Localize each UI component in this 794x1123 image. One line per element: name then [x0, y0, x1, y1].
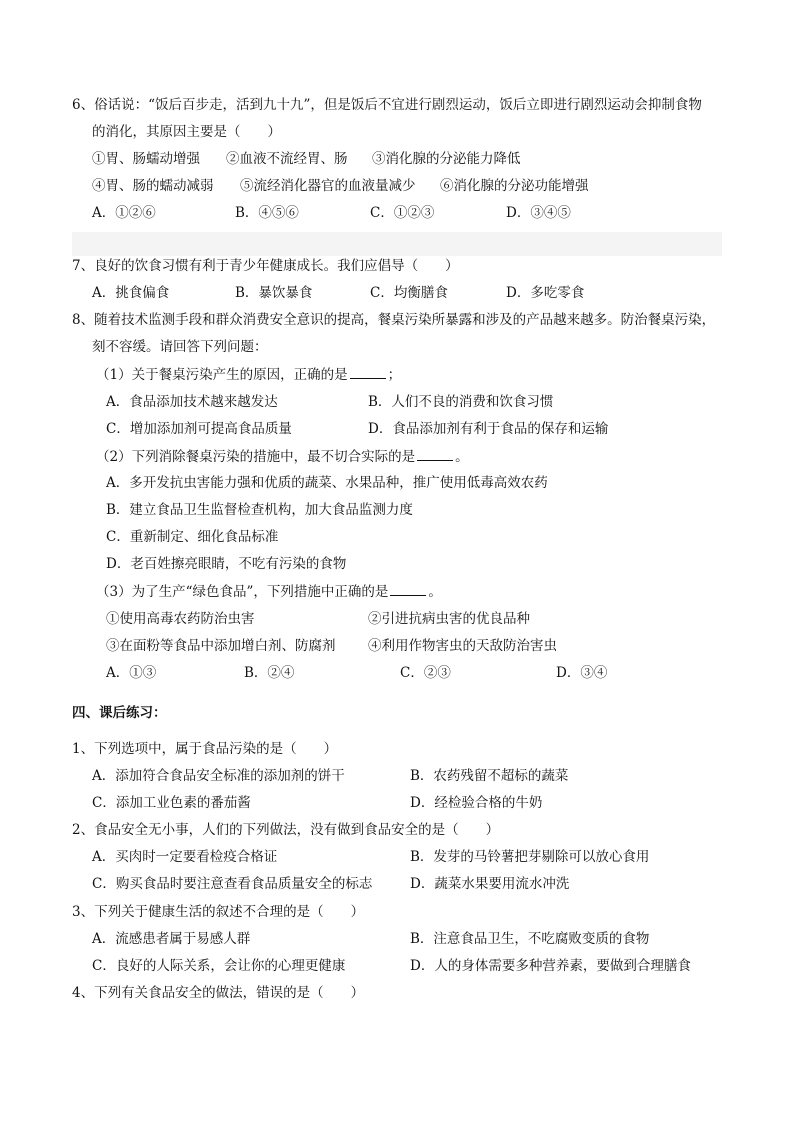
- e3-option-a: A．流感患者属于易感人群: [92, 931, 251, 947]
- q6-stem-line2: 的消化，其原因主要是（ ）: [92, 124, 281, 140]
- e1-option-c: C．添加工业色素的番茄酱: [92, 795, 251, 811]
- q8-sub3-option-b: B．②④: [244, 665, 295, 681]
- q8-sub2-option-a: A．多开发抗虫害能力强和优质的蔬菜、水果品种，推广使用低毒高效农药: [106, 475, 548, 491]
- q7-option-d: D．多吃零食: [506, 285, 585, 301]
- e2-stem: 2、食品安全无小事，人们的下列做法，没有做到食品安全的是（ ）: [72, 822, 500, 838]
- q8-sub3-stem-text: （3）为了生产“绿色食品”，下列措施中正确的是: [96, 584, 389, 600]
- q6-item-1: ①胃、肠蠕动增强: [92, 151, 200, 167]
- e2-option-d: D．蔬菜水果要用流水冲洗: [410, 876, 570, 892]
- q8-sub3-item-3: ③在面粉等食品中添加增白剂、防腐剂: [106, 638, 336, 654]
- answer-blank: [390, 582, 426, 596]
- q8-sub3-option-d: D．③④: [556, 665, 608, 681]
- q6-option-a: A．①②⑥: [92, 205, 156, 221]
- e3-option-c: C．良好的人际关系，会让你的心理更健康: [92, 958, 346, 974]
- section-title: 四、课后练习：: [72, 705, 167, 721]
- q8-sub3-item-2: ②引进抗病虫害的优良品种: [368, 611, 530, 627]
- q6-item-3: ③消化腺的分泌能力降低: [372, 151, 521, 167]
- q8-sub2-option-b: B．建立食品卫生监督检查机构，加大食品监测力度: [106, 502, 413, 518]
- e3-option-d: D．人的身体需要多种营养素，要做到合理膳食: [410, 958, 691, 974]
- q8-sub3-stem: [96, 582, 442, 601]
- q8-sub1-stem-end: ；: [387, 367, 402, 383]
- q8-sub3-option-c: C．②③: [400, 665, 451, 681]
- e1-stem: 1、下列选项中，属于食品污染的是（ ）: [72, 741, 338, 757]
- q6-stem-line1: 6、俗话说：“饭后百步走，活到九十九”，但是饭后不宜进行剧烈运动，饭后立即进行剧烈运动会抑制食物: [72, 97, 702, 113]
- q7-option-b: B．暴饮暴食: [235, 285, 313, 301]
- e3-option-b: B．注意食品卫生，不吃腐败变质的食物: [410, 931, 650, 947]
- e3-stem: 3、下列关于健康生活的叙述不合理的是（ ）: [72, 904, 365, 920]
- e1-option-a: A．添加符合食品安全标准的添加剂的饼干: [92, 768, 345, 784]
- e2-option-b: B．发芽的马铃薯把芽剔除可以放心食用: [410, 849, 650, 865]
- q7-option-c: C．均衡膳食: [370, 285, 448, 301]
- e2-option-c: C．购买食品时要注意查看食品质量安全的标志: [92, 876, 373, 892]
- q6-item-4: ④胃、肠的蠕动减弱: [92, 178, 214, 194]
- q7-option-a: A．挑食偏食: [92, 285, 170, 301]
- q6-item-2: ②血液不流经胃、肠: [226, 151, 348, 167]
- q8-sub2-option-c: C．重新制定、细化食品标准: [106, 529, 279, 545]
- q6-item-6: ⑥消化腺的分泌功能增强: [440, 178, 589, 194]
- answer-blank: [350, 365, 386, 379]
- q8-sub1-stem: [96, 365, 401, 384]
- q6-option-c: C．①②③: [370, 205, 435, 221]
- q8-sub2-stem-text: （2）下列消除餐桌污染的措施中，最不切合实际的是: [96, 449, 416, 465]
- q6-option-b: B．④⑤⑥: [235, 205, 299, 221]
- q8-sub2-stem: [96, 447, 469, 466]
- q8-sub3-option-a: A．①③: [106, 665, 157, 681]
- q8-sub3-stem-end: 。: [428, 584, 442, 600]
- q7-stem: 7、良好的饮食习惯有利于青少年健康成长。我们应倡导（ ）: [72, 258, 459, 274]
- e1-option-b: B．农药残留不超标的蔬菜: [410, 768, 569, 784]
- e4-stem: 4、下列有关食品安全的做法，错误的是（ ）: [72, 985, 365, 1001]
- q6-item-5: ⑤流经消化器官的血液量减少: [240, 178, 416, 194]
- q8-stem-line1: 8、随着技术监测手段和群众消费安全意识的提高，餐桌污染所暴露和涉及的产品越来越多。防治餐桌污染，: [72, 312, 716, 328]
- q8-sub2-stem-end: 。: [455, 449, 469, 465]
- q8-sub2-option-d: D．老百姓擦亮眼睛，不吃有污染的食物: [106, 556, 347, 572]
- q8-stem-line2: 刻不容缓。请回答下列问题：: [92, 339, 268, 355]
- answer-blank: [417, 447, 453, 461]
- q8-sub1-option-c: C．增加添加剂可提高食品质量: [106, 421, 292, 437]
- q8-sub1-option-a: A．食品添加技术越来越发达: [106, 394, 278, 410]
- q8-sub3-item-4: ④利用作物害虫的天敌防治害虫: [368, 638, 557, 654]
- q8-sub3-item-1: ①使用高毒农药防治虫害: [106, 611, 255, 627]
- e2-option-a: A．买肉时一定要看检疫合格证: [92, 849, 278, 865]
- q8-sub1-option-b: B．人们不良的消费和饮食习惯: [368, 394, 554, 410]
- q6-option-d: D．③④⑤: [506, 205, 571, 221]
- q8-sub1-stem-text: （1）关于餐桌污染产生的原因，正确的是: [96, 367, 348, 383]
- q8-sub1-option-d: D．食品添加剂有利于食品的保存和运输: [368, 421, 609, 437]
- separator-band: [72, 232, 722, 256]
- e1-option-d: D．经检验合格的牛奶: [410, 795, 543, 811]
